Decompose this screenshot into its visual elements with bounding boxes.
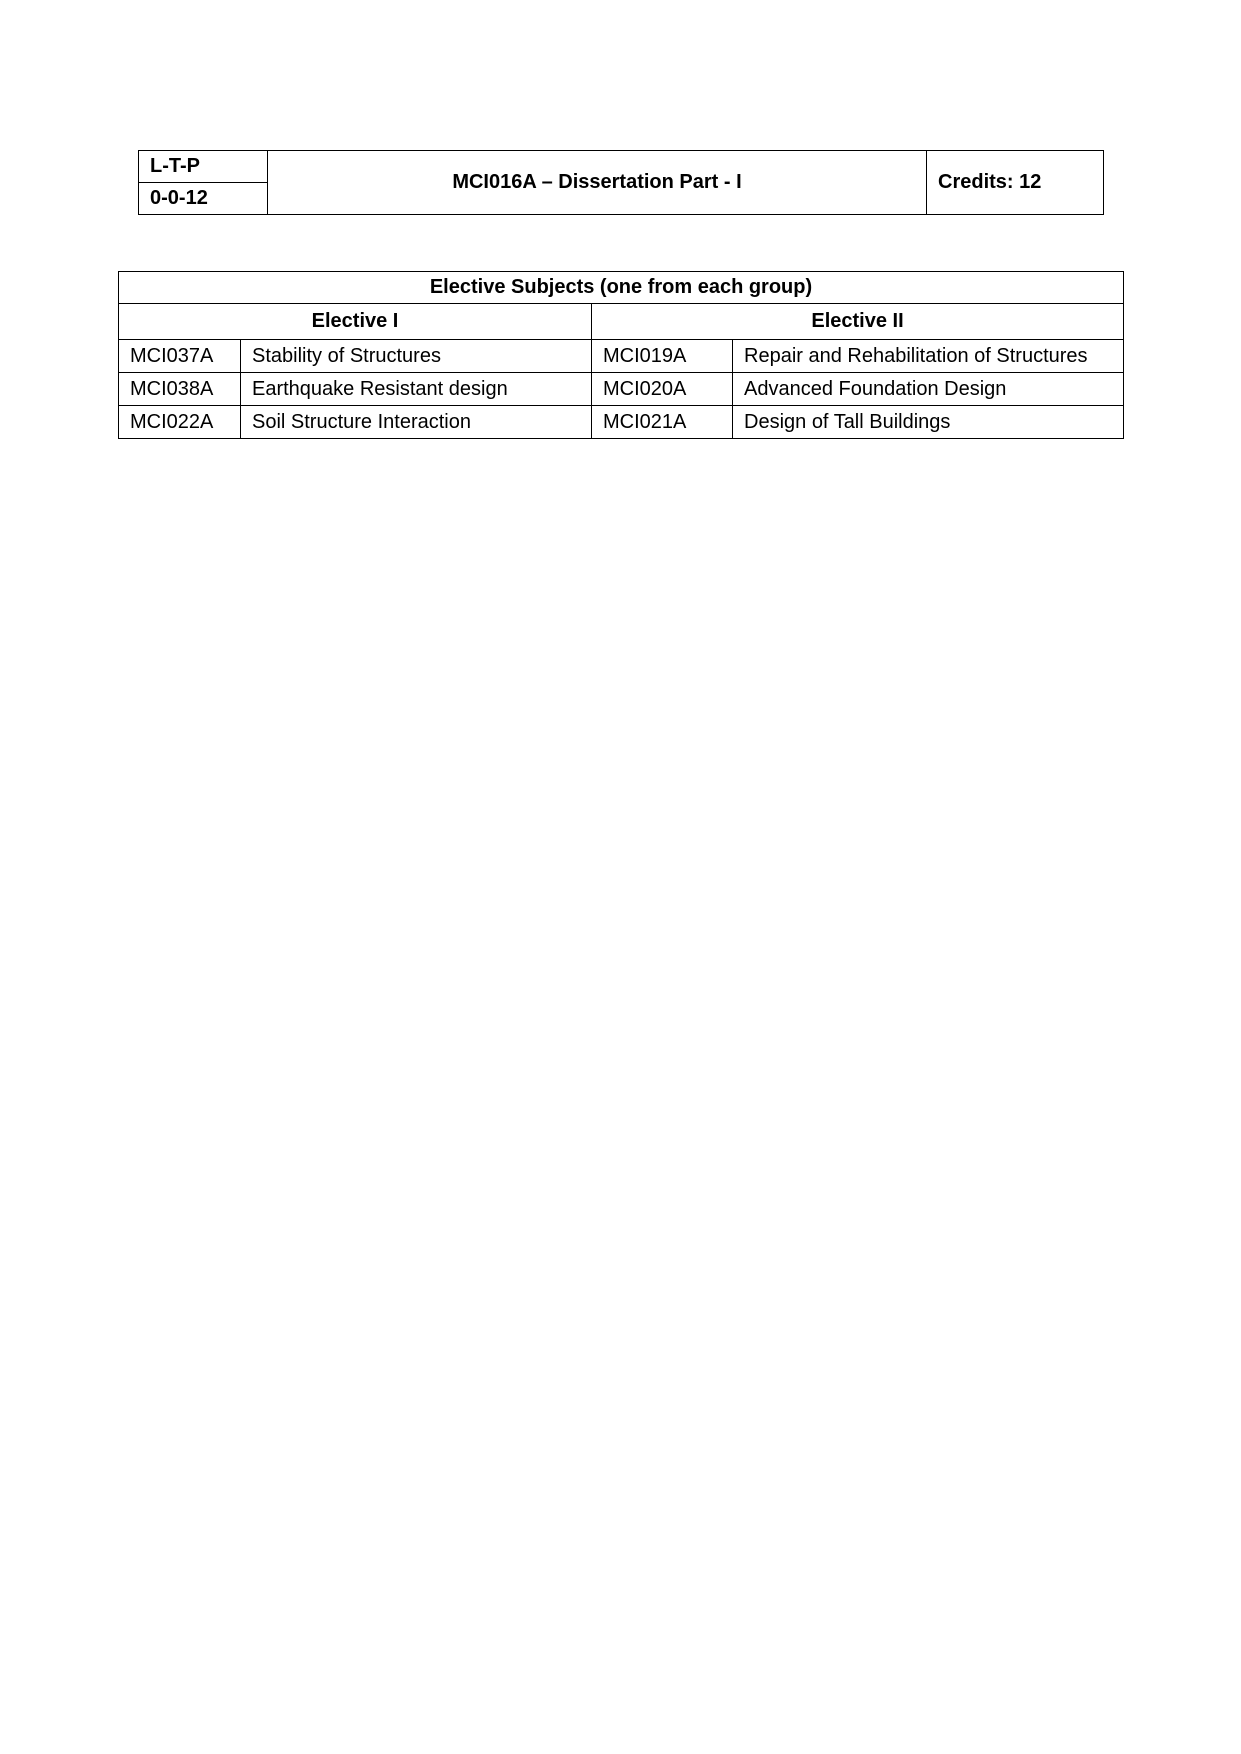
table-row xyxy=(119,406,1124,439)
elective-group-heading-row xyxy=(119,304,1124,340)
elective2-name: Design of Tall Buildings xyxy=(733,406,1124,439)
ltp-label: L-T-P xyxy=(139,151,268,183)
elective2-code: MCI021A xyxy=(592,406,733,439)
table-row xyxy=(119,340,1124,373)
elective-group1-heading: Elective I xyxy=(119,304,592,340)
table-row xyxy=(119,373,1124,406)
elective-group2-heading: Elective II xyxy=(592,304,1124,340)
course-credits: Credits: 12 xyxy=(927,151,1104,215)
elective1-code: MCI037A xyxy=(119,340,241,373)
elective1-name: Soil Structure Interaction xyxy=(241,406,592,439)
elective1-code: MCI038A xyxy=(119,373,241,406)
elective-heading-row xyxy=(119,272,1124,304)
elective-heading: Elective Subjects (one from each group) xyxy=(119,272,1124,304)
elective1-name: Earthquake Resistant design xyxy=(241,373,592,406)
elective2-code: MCI020A xyxy=(592,373,733,406)
course-header-table xyxy=(138,150,1104,215)
elective1-code: MCI022A xyxy=(119,406,241,439)
ltp-value: 0-0-12 xyxy=(139,183,268,215)
elective2-name: Repair and Rehabilitation of Structures xyxy=(733,340,1124,373)
elective-subjects-table xyxy=(118,271,1124,439)
elective2-code: MCI019A xyxy=(592,340,733,373)
elective1-name: Stability of Structures xyxy=(241,340,592,373)
course-title: MCI016A – Dissertation Part - I xyxy=(268,151,927,215)
elective2-name: Advanced Foundation Design xyxy=(733,373,1124,406)
